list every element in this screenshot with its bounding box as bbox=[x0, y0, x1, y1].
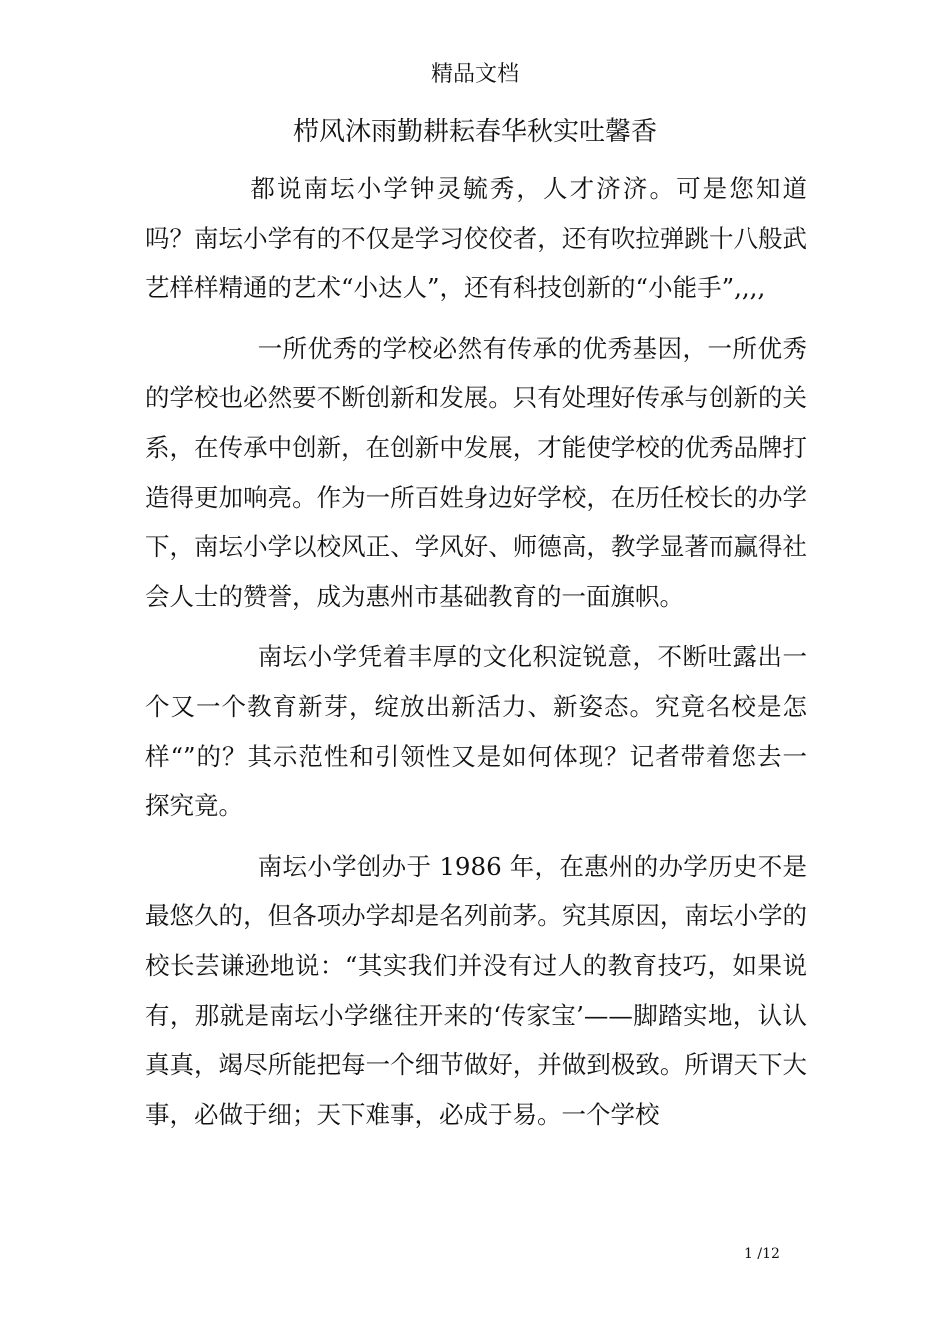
paragraph: 南坛小学创办于 1986 年，在惠州的办学历史不是最悠久的，但各项办学却是名列前茅。究其原因，南坛小学的校长芸谦逊地说：“其实我们并没有过人的教育技巧，如果说有，那就是南坛小学继往开来的‘传家宝’——脚踏实地，认认真真，竭尽所能把每一个细节做好，并做到极致。所谓天下大事，必做于细；天下难事，必成于易。一个学校 bbox=[145, 851, 807, 1129]
page-header-label: 精品文档 bbox=[430, 62, 519, 87]
paragraph: 都说南坛小学钟灵毓秀，人才济济。可是您知道吗？南坛小学有的不仅是学习佼佼者，还有吹拉弹跳十八般武艺样样精通的艺术“小达人”，还有科技创新的“小能手”,,,, bbox=[145, 174, 807, 303]
paragraph: 一所优秀的学校必然有传承的优秀基因，一所优秀的学校也必然要不断创新和发展。只有处理好传承与创新的关系，在传承中创新，在创新中发展，才能使学校的优秀品牌打造得更加响亮。作为一所百姓身边好学校，在历任校长的办学下，南坛小学以校风正、学风好、师德高，教学显著而赢得社会人士的赞誉，成为惠州市基础教育的一面旗帜。 bbox=[145, 333, 807, 611]
page-number-indicator: 1 /12 bbox=[744, 1246, 780, 1262]
document-body bbox=[145, 164, 807, 1139]
document-title: 栉风沐雨勤耕耘春华秋实吐馨香 bbox=[292, 117, 657, 147]
paragraph: 南坛小学凭着丰厚的文化积淀锐意，不断吐露出一个又一个教育新芽，绽放出新活力、新姿态。究竟名校是怎样“”的？其示范性和引领性又是如何体现？记者带着您去一探究竟。 bbox=[145, 642, 807, 821]
